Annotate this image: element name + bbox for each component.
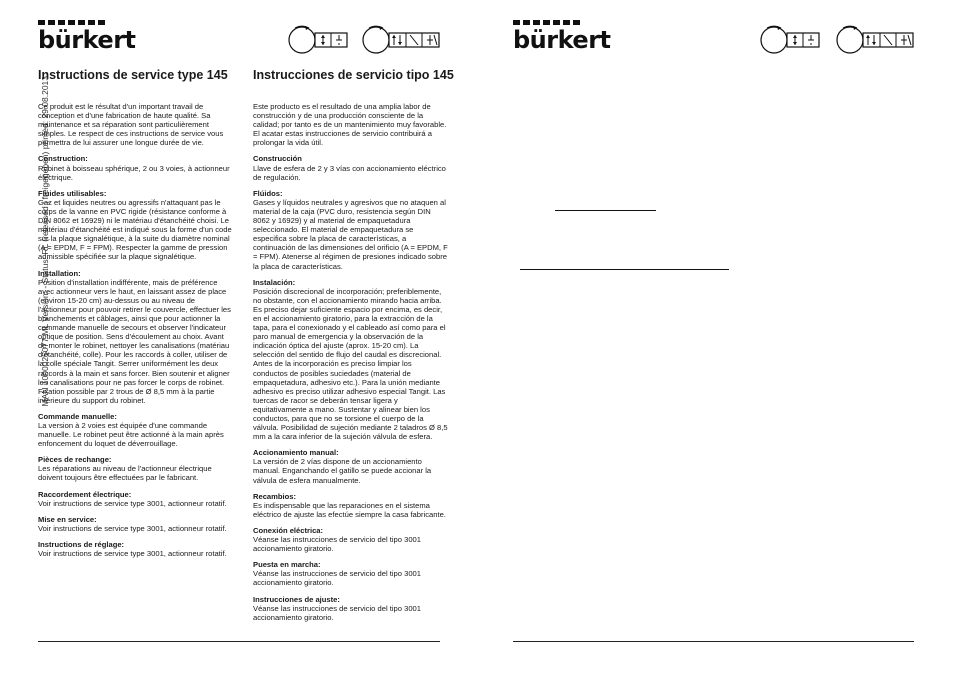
vertical-release-stamp: MAN 1000025077 ML Version: - Status: RL (released | freigegeben) printed: 29.08.2013 — [40, 76, 50, 407]
section-adjustment: Instructions de réglage: Voir instructions de service type 3001, actionneur rotatif. — [38, 539, 227, 559]
section-spare-parts: Pièces de rechange: Les réparations au niveau de l'actionneur électrique doivent toujours être effectuées par le fabricant. — [38, 455, 212, 483]
section-adjustment: Instrucciones de ajuste: Véanse las instrucciones de servicio del tipo 3001 accionamiento giratorio. — [253, 594, 422, 622]
rotary-actuator-2way-symbol-icon — [758, 24, 824, 56]
french-column — [38, 102, 234, 565]
section-manual-control: Commande manuelle: La version à 2 voies est équipée d'une commande manuelle. Le robinet peut être actionné à la main après enfoncement du loquet de déverrouillage. — [38, 411, 224, 449]
section-electrical: Conexión eléctrica: Véanse las instrucciones de servicio del tipo 3001 accionamiento giratorio. — [253, 525, 422, 554]
burkert-logo-right: bürkert — [513, 20, 611, 52]
footer-rule-right — [513, 641, 914, 642]
section-commissioning: Mise en service: Voir instructions de service type 3001, actionneur rotatif. — [38, 514, 227, 533]
rotary-actuator-3way-symbol-icon — [834, 24, 918, 56]
section-electrical: Raccordement électrique: Voir instructions de service type 3001, actionneur rotatif. — [38, 489, 227, 508]
burkert-logo-left: bürkert — [38, 20, 136, 52]
section-manual-control: Accionamiento manual: La versión de 2 vías dispone de un accionamiento manual. Enganchando el gatillo se puede accionar la válvula de esfera manualmente. — [253, 448, 432, 485]
rotary-actuator-2way-symbol-icon — [286, 24, 352, 56]
spanish-column — [253, 102, 448, 629]
section-fluids: Fluides utilisables: Gaz et liquides neutres ou agressifs n'attaquant pas le corps de la vanne en PVC rigide (résistance conforme à DIN 8062 et 16929) ni le matériau d'étanchéité choisi. Le matériau d'étanchéité est indiqué sous la forme d'un code sur la plaque signalétique, à la suite du diamètre nominal (A = EPDM, F = FPM). Respecter la gamme de pression admissible spécifiée sur la plaque signalétique. — [38, 188, 232, 262]
intro-paragraph: Este producto es el resultado de una amplia labor de construcción y de una producción consciente de la calidad; por tanto es de un mantenimiento muy favorable. El acatar estas instrucciones de servicio contribuirá a prolongar la vida útil. — [253, 102, 447, 148]
section-fluids: Flúidos: Gases y líquidos neutrales y agresivos que no ataquen al material de la caja (PVC duro, resistencia según DIN 8062 y 16929) y al material de empaquetadura seleccionado. El material de empaquetadura se especifica sobre la placa de características, a continuación de las dimensiones del orificio (A = EPDM, F = FPM). Atenerse al régimen de presiones indicado sobre la placa de características. — [253, 188, 448, 271]
page-title-french: Instructions de service type 145 — [38, 68, 228, 82]
section-installation: Instalación: Posición discrecional de incorporación; preferiblemente, no obstante, con el accionamiento mirando hacia arriba. Es preciso dejar suficiente espacio por encima, es decir, en el accionamiento giratorio, para la extracción de la tapa, para el conexionado y el cableado así como para el paro manual de emergencia y la observación de la indicación óptica del ajuste (aprox. 15-20 cm). La selección del sentido de flujo del caudal es discrecional. Antes de la incorporación es preciso limpiar los conductos de posibles suciedades (material de empaquetadura, adhesivo etc.). Para la unión mediante adhesivo es preciso utilizar adhesivo especial Tangit. Las tuercas de racor se deberán tensar ligera y equitativamente a mano. Sustentar y alinear bien los conductos, para que no se torsione el cuerpo de la válvula. Posibilidad de sujeción mediante 2 taladros Ø 8,5 mm a la cara inferior de la sujeción válvula de esfera. — [253, 277, 448, 442]
blank-line-short — [555, 210, 656, 211]
section-spare-parts: Recambios: Es indispensable que las reparaciones en el sistema eléctrico de ajuste las efectúe siempre la casa fabricante. — [253, 491, 446, 519]
section-commissioning: Puesta en marcha: Véanse las instrucciones de servicio del tipo 3001 accionamiento giratorio. — [253, 560, 422, 588]
footer-rule-left — [38, 641, 440, 642]
page-title-spanish: Instrucciones de servicio tipo 145 — [253, 68, 454, 82]
rotary-actuator-3way-symbol-icon — [360, 24, 444, 56]
section-construction: Construcción Llave de esfera de 2 y 3 vías con accionamiento eléctrico de regulación. — [253, 154, 446, 182]
section-construction: Construction: Robinet à boisseau sphérique, 2 ou 3 voies, à actionneur électrique. — [38, 154, 230, 182]
intro-paragraph: Ce produit est le résultat d'un important travail de conception et d'une fabrication de haute qualité. Sa maintenance et sa réparation sont particulièrement simples. Le respect de ces instructions de service vous permettra de lui assurer une longue durée de vie. — [38, 102, 224, 148]
blank-line-long — [520, 269, 729, 270]
section-installation: Installation: Position d'installation indifférente, mais de préférence avec actionneur vers le haut, en laissant assez de place (environ 15-20 cm) au-dessus ou au niveau de l'actionneur pour pouvoir retirer le couvercle, effectuer les branchements et câblages, ainsi que pour actionner la commande manuelle de secours et observer l'indicateur optique de position. Sens d'écoulement au choix. Avant de monter le robinet, nettoyer les canalisations (matériau d'étanchéité, colle). Pour les raccords à coller, utiliser de la colle spéciale Tangit. Serrer uniformément les deux raccords à la main et sans forcer. Bien soutenir et aligner les canalisations pour ne pas forcer le corps de robinet. Fixation possible par 2 trous de Ø 8,5 mm à la partie inférieure du support du robinet. — [38, 268, 231, 405]
